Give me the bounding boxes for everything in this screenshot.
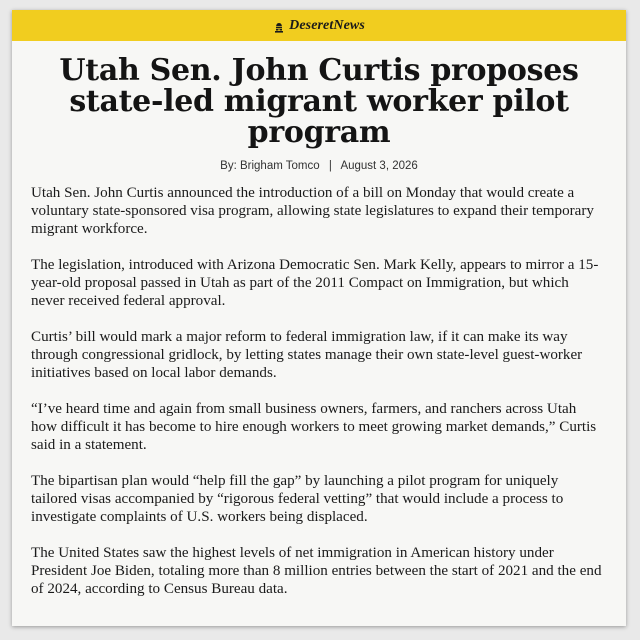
byline-separator: | bbox=[328, 160, 332, 172]
article-paragraph: Curtis’ bill would mark a major reform to federal immigration law, if it can make its way through congressional gridlock, by letting states manage their own state-level guest-worker initiatives based on local labor demands. bbox=[31, 329, 583, 381]
masthead bbox=[12, 10, 626, 41]
article-card bbox=[12, 10, 626, 626]
article-body bbox=[31, 184, 606, 598]
article-headline: Utah Sen. John Curtis proposes state-led migrant worker pilot program bbox=[59, 53, 579, 150]
brand-name: DeseretNews bbox=[289, 17, 365, 33]
article-paragraph: The bipartisan plan would “help fill the gap” by launching a pilot program for uniquely tailored visas accompanied by “rigorous federal vetting” that would include a process to investigate complaints of U.S. workers being displaced. bbox=[31, 473, 564, 525]
article-paragraph: Utah Sen. John Curtis announced the introduction of a bill on Monday that would create a voluntary state-sponsored visa program, allowing state legislatures to expand their temporary migrant workforce. bbox=[31, 185, 594, 237]
article-paragraph: The United States saw the highest levels of net immigration in American history under President Joe Biden, totaling more than 8 million entries between the start of 2021 and the end of 2024, according to Census Bureau data. bbox=[31, 545, 602, 597]
byline bbox=[12, 160, 626, 172]
beehive-icon bbox=[273, 20, 285, 32]
article-paragraph: “I’ve heard time and again from small business owners, farmers, and ranchers across Utah how difficult it has become to hire enough workers to meet growing market demands,” Curtis said in a statement. bbox=[31, 401, 597, 453]
byline-date: August 3, 2026 bbox=[340, 160, 418, 172]
byline-author: By: Brigham Tomco bbox=[220, 160, 320, 172]
article-paragraph: The legislation, introduced with Arizona Democratic Sen. Mark Kelly, appears to mirror a 15-year-old proposal passed in Utah as part of the 2011 Compact on Immigration, but which never received federal approval. bbox=[31, 257, 599, 309]
